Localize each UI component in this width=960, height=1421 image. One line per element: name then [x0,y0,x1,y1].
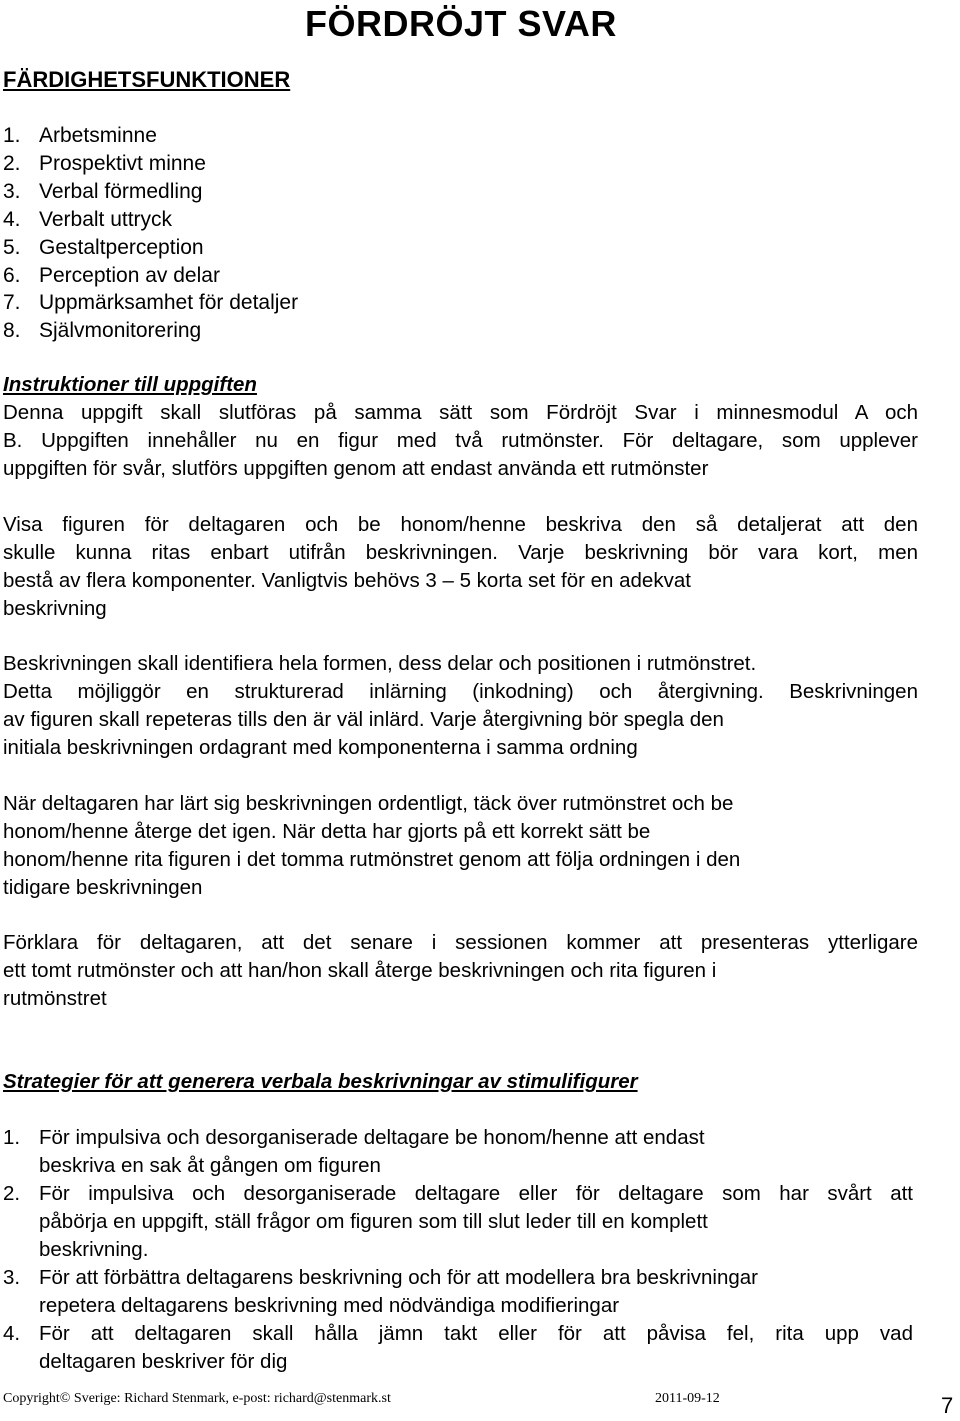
instructions-paragraph-3 [3,650,918,762]
paragraph-line: B. Uppgiften innehåller nu en figur med två rutmönster. För deltagare, som upplever [3,429,918,452]
paragraph-line: När deltagaren har lärt sig beskrivningen ordentligt, täck över rutmönstret och be [3,792,734,815]
list-item-number: 3. [3,1266,21,1289]
strategies-heading: Strategier för att generera verbala beskrivningar av stimulifigurer [3,1070,638,1093]
list-item-line: För impulsiva och desorganiserade deltagare eller för deltagare som har svårt att [39,1182,913,1205]
list-item [3,122,298,150]
paragraph-line: Visa figuren för deltagaren och be honom/henne beskriva den så detaljerat att den [3,513,918,536]
strategies-list [3,1124,913,1376]
list-item [3,1320,913,1376]
list-item-number: 7. [3,291,21,315]
list-item-number: 1. [3,124,21,147]
list-item-line: beskriva en sak åt gången om figuren [39,1154,381,1177]
list-item-text: Självmonitorering [39,319,202,343]
list-item-text: Verbal förmedling [39,179,203,203]
list-item [3,1264,913,1320]
list-item-number: 6. [3,263,21,287]
list-item [3,1124,913,1180]
footer-date: 2011-09-12 [655,1391,720,1406]
list-item [3,289,298,317]
paragraph-line: tidigare beskrivningen [3,876,203,899]
list-item-number: 2. [3,1182,21,1205]
instructions-paragraph-2 [3,511,918,623]
instructions-heading: Instruktioner till uppgiften [3,373,257,396]
paragraph-line: beskrivning [3,597,107,620]
list-item-line: För att förbättra deltagarens beskrivning och för att modellera bra beskrivningar [39,1266,759,1289]
list-item [3,150,298,178]
paragraph-line: initiala beskrivningen ordagrant med komponenterna i samma ordning [3,736,638,759]
paragraph-line: uppgiften för svår, slutförs uppgiften genom att endast använda ett rutmönster [3,457,709,480]
list-item-number: 8. [3,319,21,343]
page-number: 7 [941,1393,954,1418]
paragraph-line: Beskrivningen skall identifiera hela formen, dess delar och positionen i rutmönstret. [3,652,757,675]
list-item-line: För impulsiva och desorganiserade deltagare be honom/henne att endast [39,1126,705,1149]
list-item [3,178,298,206]
list-item-line: beskrivning. [39,1238,149,1261]
list-item-number: 1. [3,1126,21,1149]
list-item-text: Gestaltperception [39,235,204,259]
list-item-number: 4. [3,207,21,231]
list-item-text: Perception av delar [39,263,220,287]
list-item-number: 4. [3,1322,21,1345]
list-item-line: För att deltagaren skall hålla jämn takt eller för att påvisa fel, rita upp vad [39,1322,913,1345]
list-item-text: Arbetsminne [39,124,157,147]
list-item [3,262,298,290]
paragraph-line: honom/henne rita figuren i det tomma rutmönstret genom att följa ordningen i den [3,848,741,871]
instructions-section [3,371,918,483]
list-item-line: påbörja en uppgift, ställ frågor om figuren som till slut leder till en komplett [39,1210,708,1233]
paragraph-line: av figuren skall repeteras tills den är väl inlärd. Varje återgivning bör spegla den [3,708,724,731]
list-item [3,317,298,345]
page-title: FÖRDRÖJT SVAR [305,3,617,44]
paragraph-line: honom/henne återge det igen. När detta har gjorts på ett korrekt sätt be [3,820,651,843]
list-item-line: deltagaren beskriver för dig [39,1350,288,1373]
list-item-text: Prospektivt minne [39,151,206,175]
paragraph-line: Denna uppgift skall slutföras på samma sätt som Fördröjt Svar i minnesmodul A och [3,401,918,424]
instructions-paragraph-5 [3,929,918,1013]
list-item [3,1180,913,1264]
list-item [3,234,298,262]
skills-list [3,122,298,345]
list-item-line: repetera deltagarens beskrivning med nödvändiga modifieringar [39,1294,620,1317]
paragraph-line: Förklara för deltagaren, att det senare i sessionen kommer att presenteras ytterligare [3,931,918,954]
paragraph-line: rutmönstret [3,987,107,1010]
paragraph-line: Detta möjliggör en strukturerad inlärning (inkodning) och återgivning. Beskrivningen [3,680,918,703]
paragraph-line: skulle kunna ritas enbart utifrån beskrivningen. Varje beskrivning bör vara kort, men [3,541,918,564]
paragraph-line: bestå av flera komponenter. Vanligtvis behövs 3 – 5 korta set för en adekvat [3,569,691,592]
skills-heading: FÄRDIGHETSFUNKTIONER [3,67,291,92]
list-item-number: 3. [3,179,21,203]
list-item-number: 2. [3,151,21,175]
list-item-number: 5. [3,235,21,259]
footer-copyright: Copyright© Sverige: Richard Stenmark, e-post: richard@stenmark.st [3,1391,391,1406]
instructions-paragraph-4 [3,790,918,902]
list-item-text: Verbalt uttryck [39,207,173,231]
list-item [3,206,298,234]
paragraph-line: ett tomt rutmönster och att han/hon skall återge beskrivningen och rita figuren i [3,959,717,982]
list-item-text: Uppmärksamhet för detaljer [39,291,299,315]
